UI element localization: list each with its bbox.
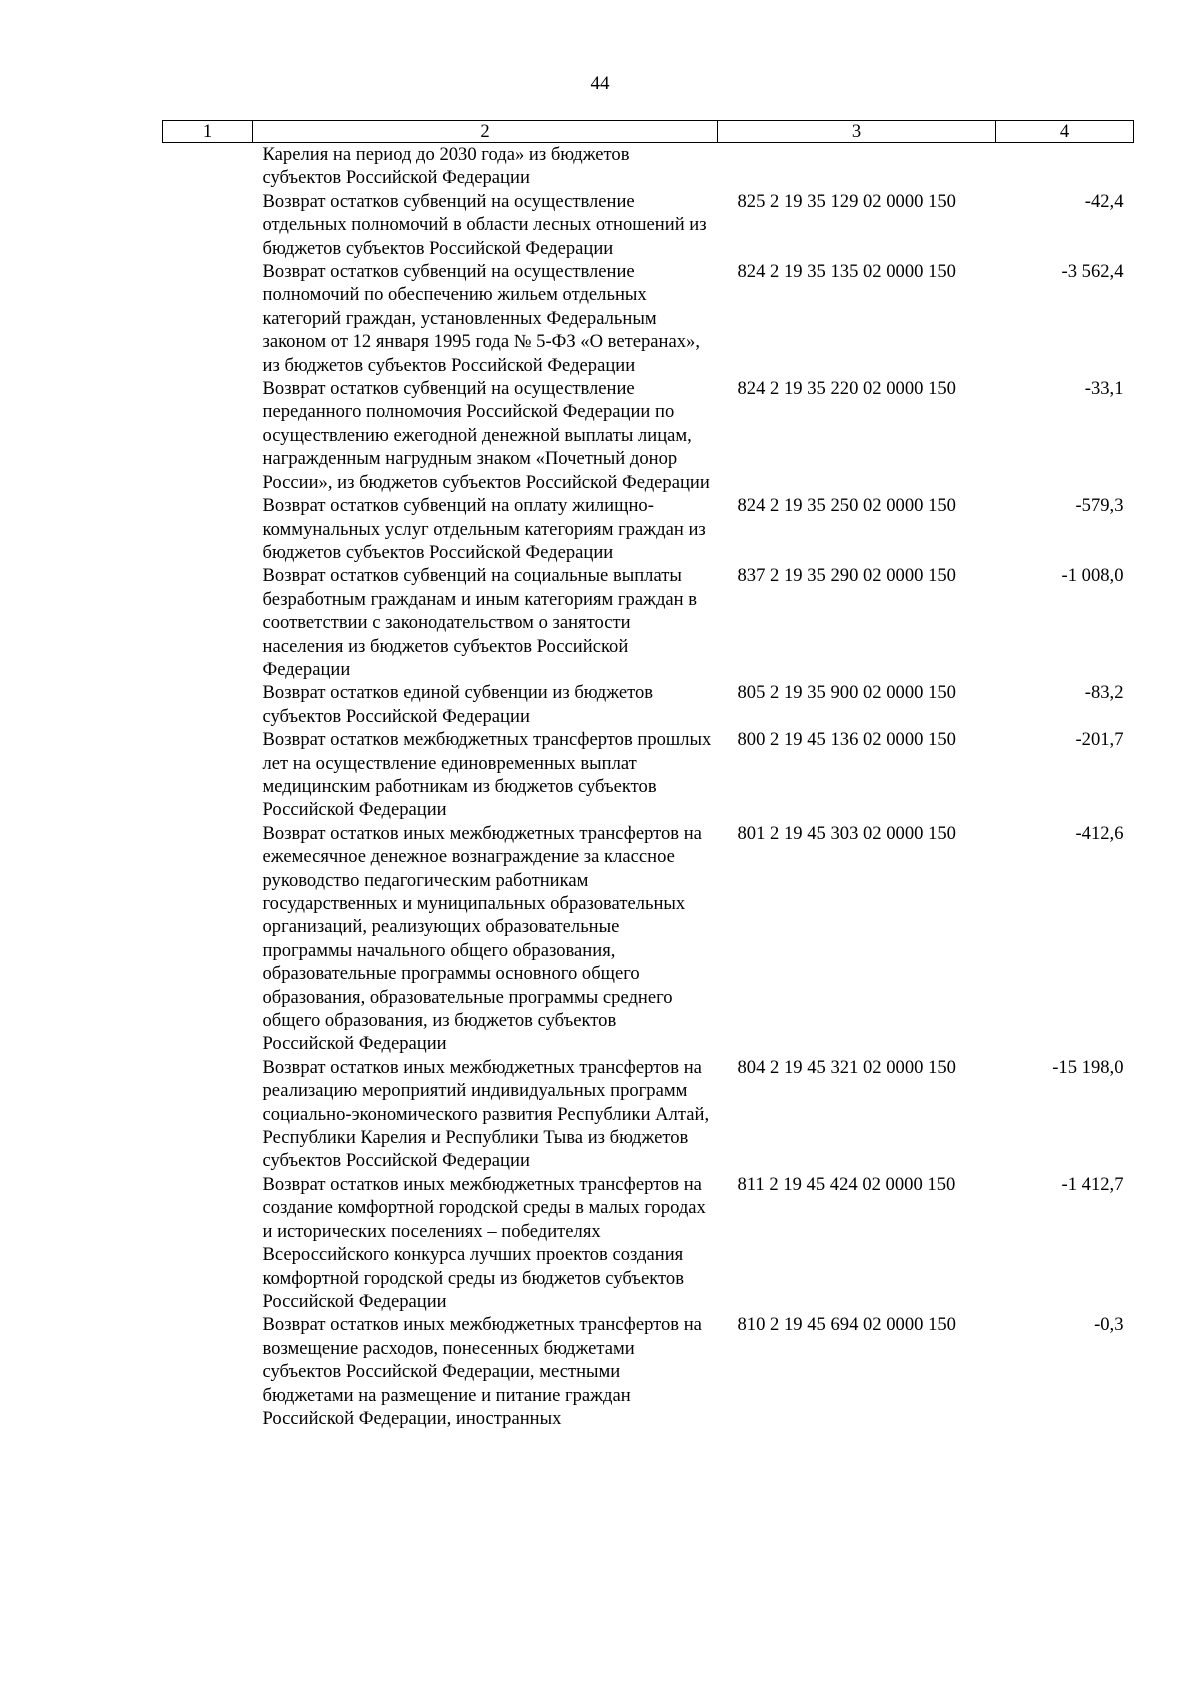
row-code: 824 2 19 35 220 02 0000 150 <box>737 378 956 400</box>
row-amount: -83,2 <box>1084 682 1124 704</box>
row-amount: -3 562,4 <box>1061 261 1124 283</box>
row-name: Возврат остатков субвенций на оплату жилищно-коммунальных услуг отдельным категориям граждан из бюджетов субъектов Российской Федерации <box>262 495 706 563</box>
column-header-1: 1 <box>163 121 253 143</box>
row-code: 801 2 19 45 303 02 0000 150 <box>737 822 956 844</box>
row-code: 811 2 19 45 424 02 0000 150 <box>737 1173 956 1195</box>
row-name: Возврат остатков субвенций на осуществление переданного полномочия Российской Федерации по осуществлению ежегодной денежной выплаты лицам, награжденным нагрудным знаком «Почетный донор России», из бюджетов субъектов Российской Федерации <box>262 378 710 493</box>
row-amount: -412,6 <box>1075 822 1124 844</box>
row-name: Возврат остатков иных межбюджетных трансфертов на реализацию мероприятий индивидуальных программ социально-экономического развития Республики Алтай, Республики Карелия и Республики Тыва из бюджетов субъектов Российской Федерации <box>262 1056 710 1172</box>
row-code: 824 2 19 35 135 02 0000 150 <box>737 261 956 283</box>
row-code: 804 2 19 45 321 02 0000 150 <box>737 1056 956 1078</box>
table-row <box>163 1173 1134 1313</box>
row-number-cell <box>163 681 253 728</box>
column-header-2: 2 <box>253 121 718 143</box>
row-name: Возврат остатков субвенций на осуществление отдельных полномочий в области лесных отношений из бюджетов субъектов Российской Федерации <box>262 190 707 259</box>
table-row <box>163 728 1134 822</box>
column-header-4: 4 <box>996 121 1134 143</box>
row-name: Возврат остатков единой субвенции из бюджетов субъектов Российской Федерации <box>262 682 654 727</box>
table-row <box>163 494 1134 564</box>
row-name: Возврат остатков межбюджетных трансфертов прошлых лет на осуществление единовременных выплат медицинским работникам из бюджетов субъектов Российской Федерации <box>262 729 712 821</box>
row-amount: -0,3 <box>1094 1314 1124 1336</box>
table-row <box>163 377 1134 494</box>
row-amount: -1 008,0 <box>1061 565 1124 587</box>
row-code: 810 2 19 45 694 02 0000 150 <box>737 1314 956 1336</box>
row-code: 805 2 19 35 900 02 0000 150 <box>737 682 956 704</box>
budget-table <box>162 120 1134 1430</box>
row-code: 800 2 19 45 136 02 0000 150 <box>737 729 956 751</box>
row-amount <box>996 143 1134 190</box>
table-row <box>163 1313 1134 1430</box>
row-amount: -42,4 <box>1084 190 1124 212</box>
table-row <box>163 564 1134 681</box>
row-amount: -579,3 <box>1075 495 1124 517</box>
row-number-cell <box>163 822 253 1056</box>
row-amount: -1 412,7 <box>1061 1173 1124 1195</box>
row-name: Карелия на период до 2030 года» из бюджетов субъектов Российской Федерации <box>262 144 630 189</box>
row-number-cell <box>163 1313 253 1430</box>
table-row <box>163 190 1134 260</box>
row-name: Возврат остатков иных межбюджетных трансфертов на создание комфортной городской среды в малых городах и исторических поселениях – победителях Всероссийского конкурса лучших проектов создания комфортной городской среды из бюджетов субъектов Российской Федерации <box>262 1173 706 1312</box>
row-code <box>718 143 996 190</box>
row-number-cell <box>163 377 253 494</box>
row-number-cell <box>163 1173 253 1313</box>
row-number-cell <box>163 494 253 564</box>
row-code: 825 2 19 35 129 02 0000 150 <box>737 190 956 212</box>
row-amount: -15 198,0 <box>1052 1056 1124 1078</box>
row-code: 824 2 19 35 250 02 0000 150 <box>737 495 956 517</box>
row-amount: -201,7 <box>1075 729 1124 751</box>
row-number-cell <box>163 260 253 377</box>
table-row <box>163 260 1134 377</box>
row-name: Возврат остатков субвенций на осуществление полномочий по обеспечению жильем отдельных категорий граждан, установленных Федеральным законом от 12 января 1995 года № 5-ФЗ «О ветеранах», из бюджетов субъектов Российской Федерации <box>262 261 700 376</box>
column-header-3: 3 <box>718 121 996 143</box>
row-amount: -33,1 <box>1084 378 1124 400</box>
table-row <box>163 143 1134 190</box>
table-row <box>163 1056 1134 1173</box>
row-code: 837 2 19 35 290 02 0000 150 <box>737 565 956 587</box>
table-row <box>163 681 1134 728</box>
row-number-cell <box>163 1056 253 1173</box>
row-name: Возврат остатков иных межбюджетных трансфертов на ежемесячное денежное вознаграждение за классное руководство педагогическим работникам государственных и муниципальных образовательных организаций, реализующих образовательные программы начального общего образования, образовательные программы основного общего образования, образовательные программы среднего общего образования, из бюджетов субъектов Российской Федерации <box>262 822 702 1055</box>
page-number: 44 <box>590 73 610 94</box>
row-number-cell <box>163 143 253 190</box>
row-name: Возврат остатков иных межбюджетных трансфертов на возмещение расходов, понесенных бюджетами субъектов Российской Федерации, местными бюджетами на размещение и питание граждан Российской Федерации, иностранных <box>262 1314 702 1429</box>
row-name: Возврат остатков субвенций на социальные выплаты безработным гражданам и иным категориям граждан в соответствии с законодательством о занятости населения из бюджетов субъектов Российской Федерации <box>262 565 698 680</box>
row-number-cell <box>163 190 253 260</box>
row-number-cell <box>163 564 253 681</box>
row-number-cell <box>163 728 253 822</box>
table-row <box>163 822 1134 1056</box>
table-header-row <box>163 121 1134 143</box>
